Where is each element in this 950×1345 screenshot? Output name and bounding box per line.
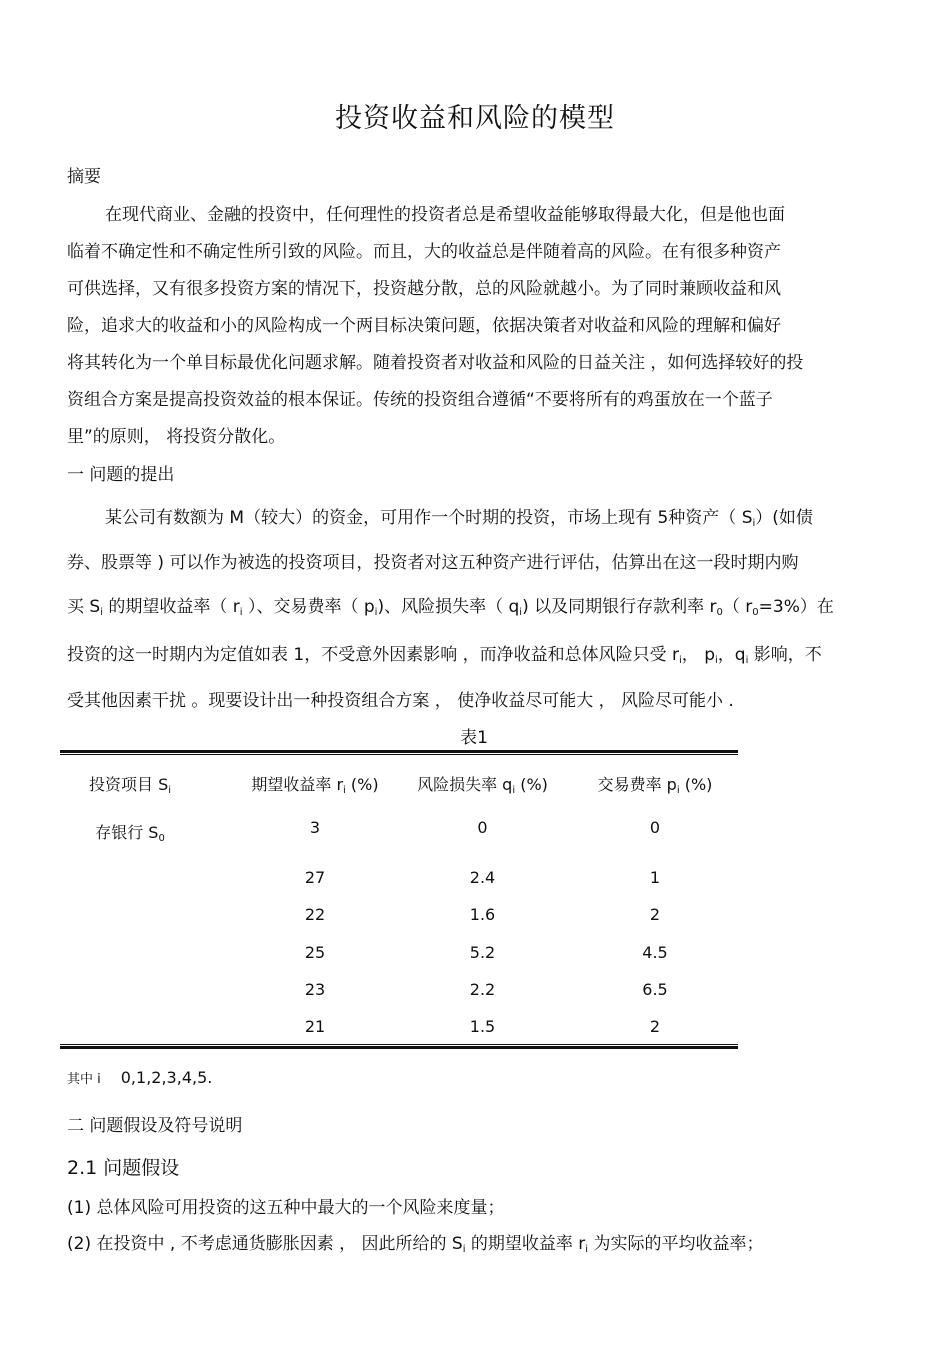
table-cell-return: 25 — [304, 943, 326, 962]
table-cell-fee: 1 — [649, 868, 661, 887]
table-header-item: 投资项目 $S_i$ — [88, 775, 172, 796]
table-note: 其中 i 0,1,2,3,4,5. — [67, 1068, 213, 1087]
table-cell-fee: 6.5 — [642, 980, 668, 999]
table-cell-risk: 5.2 — [469, 943, 496, 962]
table-cell-risk: 1.6 — [469, 905, 496, 924]
table-cell-risk: 2.4 — [469, 868, 496, 887]
body-line: 券、股票等 ) 可以作为被选的投资项目，投资者对这五种资产进行评估，估算出在这一段时期内购 — [67, 553, 799, 573]
table-cell-risk: 0 — [477, 818, 488, 837]
abstract-line: 将其转化为一个单目标最优化问题求解。随着投资者对收益和风险的日益关注 ，如何选择较好的投 — [67, 353, 804, 373]
abstract-line: 险，追求大的收益和小的风险构成一个两目标决策问题，依据决策者对收益和风险的理解和偏好 — [67, 316, 781, 336]
table-bottom-rule — [60, 1044, 738, 1049]
table-cell-fee: 4.5 — [642, 943, 668, 962]
table-header-fee: 交易费率 $p_i$ (%) — [597, 775, 713, 796]
abstract-line: 可供选择，又有很多投资方案的情况下，投资越分散，总的风险就越小。为了同时兼顾收益和风 — [67, 279, 781, 299]
abstract-line: 资组合方案是提高投资效益的根本保证。传统的投资组合遵循“不要将所有的鸡蛋放在一个蓝子 — [67, 390, 773, 410]
table-caption: 表1 — [460, 728, 488, 748]
page-title: 投资收益和风险的模型 — [335, 103, 615, 134]
body-line: 某公司有数额为 M（较大）的资金，可用作一个时期的投资，市场上现有 5种资产（ $S_i$）(如债 — [105, 508, 813, 529]
abstract-heading: 摘要 — [67, 167, 101, 187]
section-heading-1: 一 问题的提出 — [67, 465, 175, 485]
abstract-line: 临着不确定性和不确定性所引致的风险。而且，大的收益总是伴随着高的风险。在有很多种资产 — [67, 242, 781, 262]
table-cell-fee: 0 — [649, 818, 661, 837]
table-cell-fee: 2 — [649, 905, 661, 924]
table-cell-return: 22 — [304, 905, 326, 924]
table-cell-risk: 2.2 — [469, 980, 496, 999]
body-line: 买 $S_i$ 的期望收益率（ $r_i$ ）、交易费率（ $p_i$)、风险损失率（ $q_i$) 以及同期银行存款利率 $r_0$（ $r_0=3\%$）在 — [67, 597, 834, 618]
table-cell-risk: 1.5 — [469, 1017, 496, 1036]
table-cell-return: 21 — [304, 1017, 326, 1036]
subsection-heading: 2.1 问题假设 — [67, 1157, 180, 1179]
abstract-line: 里”的原则， 将投资分散化。 — [67, 427, 286, 447]
table-header-return: 期望收益率 $r_i$ (%) — [251, 775, 379, 796]
body-line: 受其他因素干扰 。现要设计出一种投资组合方案 ， 使净收益尽可能大 ， 风险尽可能小 . — [67, 691, 734, 711]
data-table — [60, 750, 738, 1052]
body-line: 投资的这一时期内为定值如表 1，不受意外因素影响 ，而净收益和总体风险只受 $r_i$， $p_i$，$q_i$ 影响，不 — [67, 645, 822, 666]
table-cell-return: 27 — [304, 868, 326, 887]
assumption-item: (1) 总体风险可用投资的这五种中最大的一个风险来度量； — [67, 1198, 505, 1218]
table-header-risk: 风险损失率 $q_i$ (%) — [417, 775, 548, 796]
abstract-line: 在现代商业、金融的投资中，任何理性的投资者总是希望收益能够取得最大化，但是他也面 — [105, 205, 785, 225]
table-cell-return: 3 — [309, 818, 321, 837]
table-cell-return: 23 — [304, 980, 326, 999]
table-cell-fee: 2 — [649, 1017, 661, 1036]
table-top-rule — [60, 750, 738, 755]
section-heading-2: 二 问题假设及符号说明 — [67, 1116, 243, 1136]
assumption-item: (2) 在投资中 , 不考虑通货膨胀因素 ， 因此所给的 $S_i$ 的期望收益率 $r_i$ 为实际的平均收益率； — [67, 1234, 764, 1255]
table-cell-item: 存银行 $S_0$ — [95, 823, 165, 844]
